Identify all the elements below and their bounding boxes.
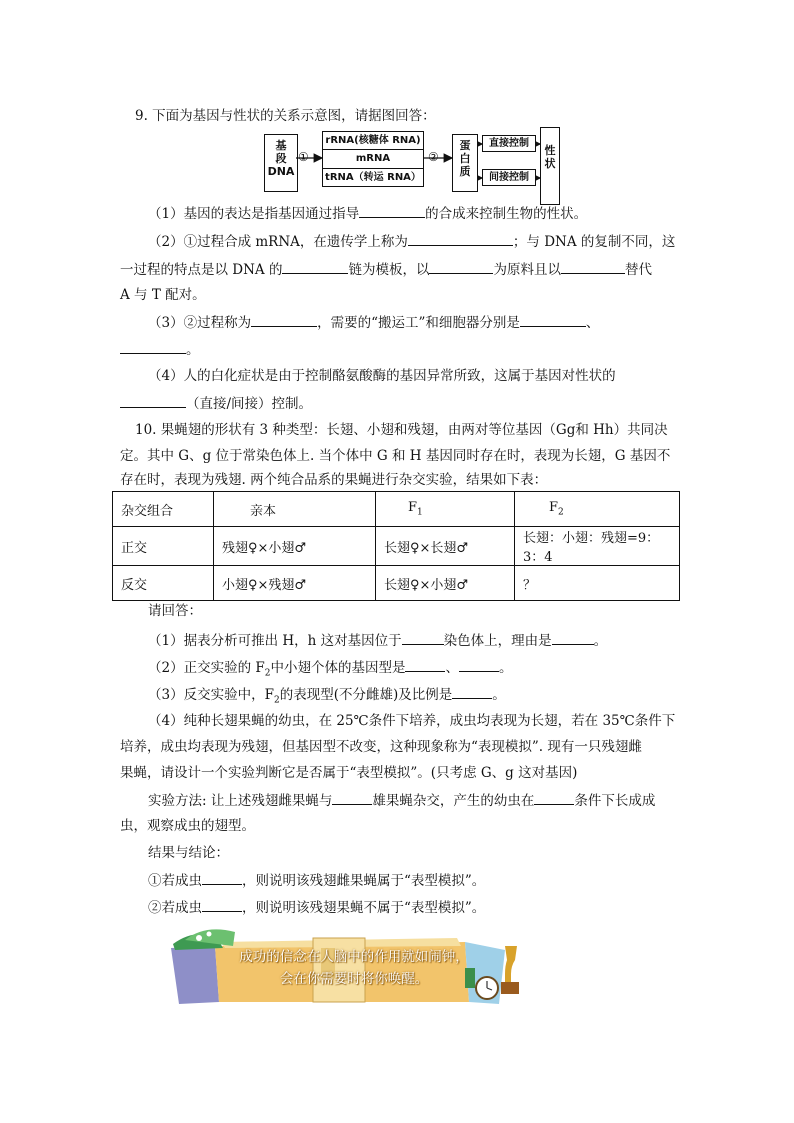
- direct-control-box: 直接控制: [482, 135, 536, 152]
- q10-result1: ①若成虫 ，则说明该残翅雌果蝇属于“表型模拟”。: [148, 870, 485, 891]
- q10-ask: 请回答：: [148, 603, 202, 619]
- table-cell: 小翅♀×残翅♂: [214, 566, 376, 601]
- q10-part4-cont: 培养，成虫均表现为残翅，但基因型不改变，这种现象称为“表现模拟”. 现有一只残翅雌: [120, 739, 642, 755]
- answer-blank[interactable]: [408, 231, 513, 246]
- step1-label: ①: [298, 150, 309, 164]
- motivation-quote: 成功的信念在人脑中的作用就如闹钟， 会在你需要时将你唤醒。: [239, 949, 469, 987]
- gene-box: 基 段 DNA: [264, 134, 298, 192]
- protein-box: 蛋 白 质: [452, 134, 478, 192]
- q10-part4: （4）纯种长翅果蝇的幼虫，在 25℃条件下培养，成虫均表现为长翅，若在 35℃条件下: [148, 713, 676, 729]
- q10-intro: 定。其中 G、g 位于常染色体上. 当个体中 G 和 H 基因同时存在时，表现为长翅，G 基因不: [120, 448, 671, 464]
- answer-blank[interactable]: [202, 870, 242, 885]
- answer-blank[interactable]: [359, 203, 425, 218]
- answer-blank[interactable]: [534, 790, 574, 805]
- answer-blank[interactable]: [120, 393, 186, 408]
- table-cell: 反交: [113, 566, 214, 601]
- q10-part4-cont: 果蝇，请设计一个实验判断它是否属于“表型模拟”。(只考虑 G、g 这对基因): [120, 765, 578, 781]
- answer-blank[interactable]: [402, 630, 444, 645]
- answer-blank[interactable]: [520, 312, 586, 327]
- trait-box: 性 状: [540, 127, 560, 205]
- table-cell: 正交: [113, 527, 214, 566]
- answer-blank[interactable]: [452, 684, 492, 699]
- answer-blank[interactable]: [405, 657, 445, 672]
- q10-part3: （3）反交实验中，$F_2$的表现型(不分雌雄)及比例是 。: [148, 684, 506, 711]
- answer-blank[interactable]: [552, 630, 594, 645]
- q9-sub2-end: A 与 T 配对。: [120, 287, 206, 303]
- table-cell: ？: [515, 566, 680, 601]
- q10-intro: 存在时，表现为残翅. 两个纯合品系的果蝇进行杂交实验，结果如下表：: [120, 472, 548, 488]
- q10-part2: （2）正交实验的 $F_2$中小翅个体的基因型是 、 。: [148, 657, 512, 684]
- q10-intro: 10. 果蝇翅的形状有 3 种类型：长翅、小翅和残翅，由两对等位基因（Gg和 Hh）共同决: [135, 422, 668, 438]
- indirect-control-box: 间接控制: [482, 169, 536, 186]
- answer-blank[interactable]: [459, 657, 499, 672]
- table-cell: 残翅♀×小翅♂: [214, 527, 376, 566]
- q10-method-cont: 虫，观察成虫的翅型。: [120, 818, 255, 834]
- answer-blank[interactable]: [202, 897, 242, 912]
- answer-blank[interactable]: [429, 259, 493, 274]
- table-cell: 长翅♀×长翅♂: [376, 527, 515, 566]
- answer-blank[interactable]: [120, 339, 186, 354]
- q9-sub1: （1）基因的表达是指基因通过指导 的合成来控制生物的性状。: [148, 203, 587, 224]
- answer-blank[interactable]: [282, 259, 348, 274]
- table-cell: 长翅：小翅：残翅=9：3：4: [515, 527, 680, 566]
- table-header: 杂交组合: [113, 492, 214, 527]
- answer-blank[interactable]: [332, 790, 372, 805]
- q10-conclusion-title: 结果与结论：: [148, 845, 229, 861]
- q9-sub4: （4）人的白化症状是由于控制酪氨酸酶的基因异常所致，这属于基因对性状的: [148, 368, 616, 384]
- rna-box: rRNA(核糖体 RNA) mRNA tRNA（转运 RNA）: [322, 131, 424, 187]
- q10-result2: ②若成虫 ，则说明该残翅果蝇不属于“表型模拟”。: [148, 897, 485, 918]
- q9-sub3-cont: 。: [120, 339, 200, 360]
- table-header: $F_2$: [515, 492, 680, 527]
- table-cell: 长翅♀×小翅♂: [376, 566, 515, 601]
- table-header: 亲本: [214, 492, 376, 527]
- cross-results-table: [112, 491, 680, 601]
- motivation-banner: [165, 924, 533, 1006]
- q10-part1: （1）据表分析可推出 H，h 这对基因位于 染色体上，理由是 。: [148, 630, 607, 651]
- q9-sub3: （3）②过程称为 ，需要的“搬运工”和细胞器分别是 、: [148, 312, 599, 333]
- q9-title: 9. 下面为基因与性状的关系示意图，请据图回答：: [135, 108, 436, 124]
- answer-blank[interactable]: [251, 312, 317, 327]
- q10-method: 实验方法: 让上述残翅雌果蝇与 雄果蝇杂交，产生的幼虫在 条件下长成成: [148, 790, 655, 811]
- table-row: [113, 527, 680, 566]
- q9-sub4-cont: （直接/间接）控制。: [120, 393, 312, 414]
- step2-label: ②: [428, 150, 439, 164]
- answer-blank[interactable]: [561, 259, 625, 274]
- table-row: [113, 566, 680, 601]
- q9-sub2: （2）①过程合成 mRNA，在遗传学上称为 ；与 DNA 的复制不同，这: [148, 231, 675, 252]
- table-header-row: [113, 492, 680, 527]
- q9-sub2-cont: 一过程的特点是以 DNA 的 链为模板，以 为原料且以 替代: [120, 259, 652, 280]
- table-header: $F_1$: [376, 492, 515, 527]
